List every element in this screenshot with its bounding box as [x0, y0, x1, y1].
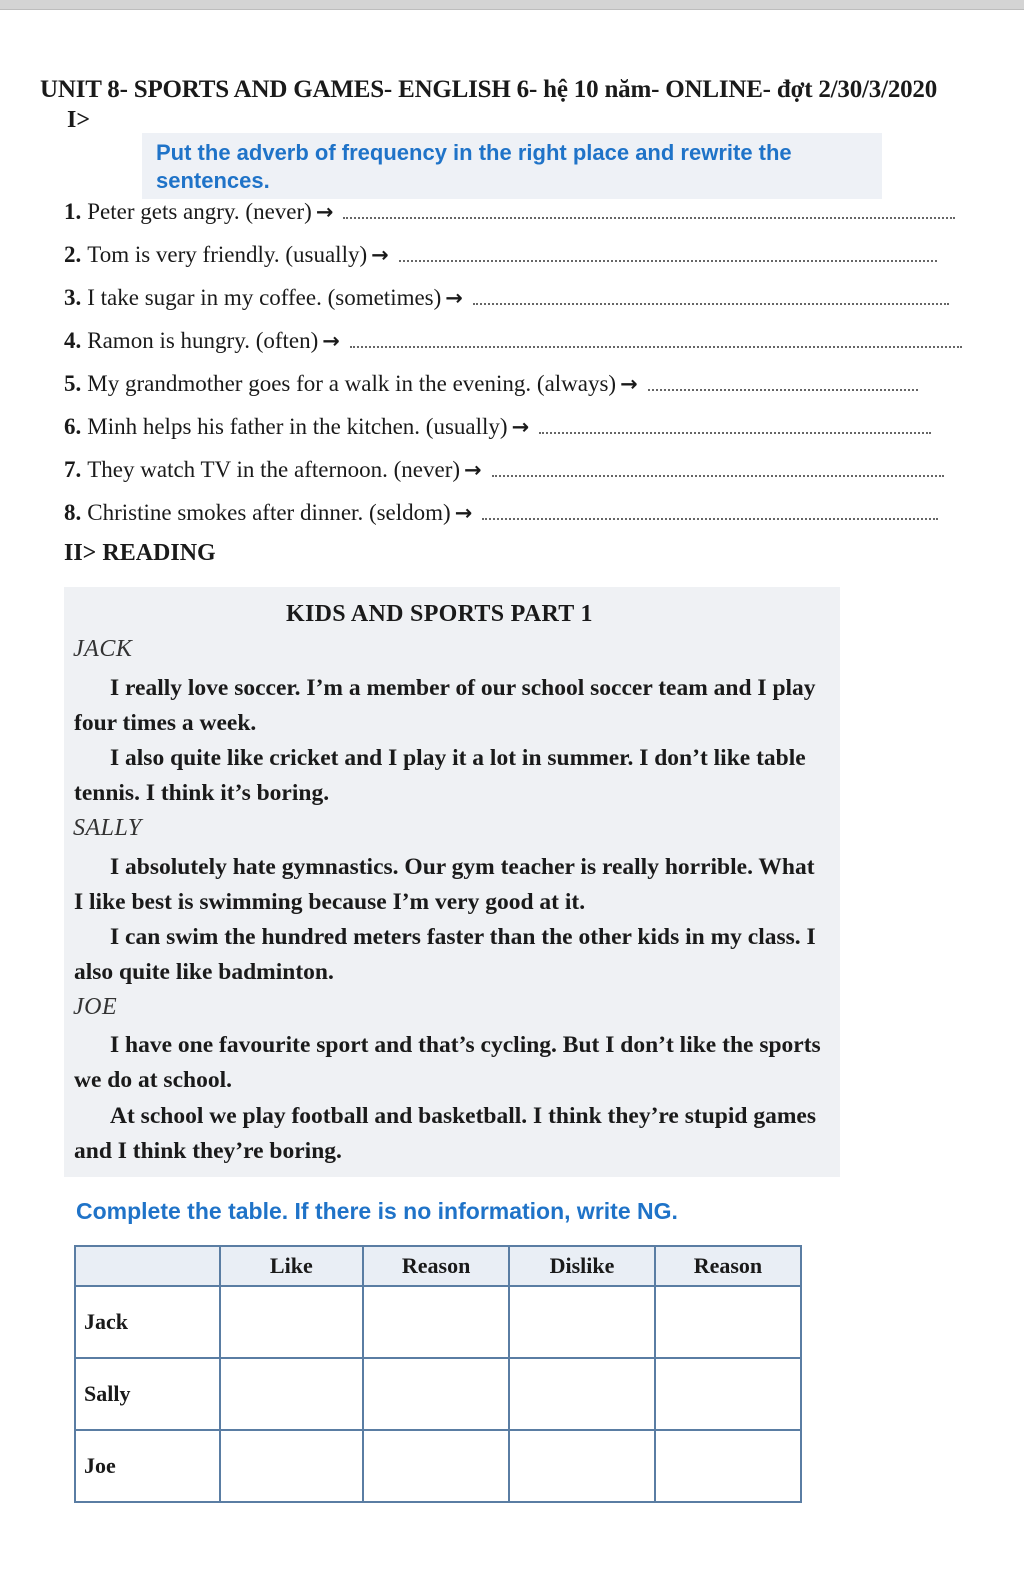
- table-header-cell: Like: [220, 1246, 363, 1286]
- top-edge-bar: [0, 0, 1024, 10]
- section-2-label: II> READING: [64, 540, 216, 566]
- table-header-cell: Reason: [363, 1246, 509, 1286]
- answer-cell[interactable]: [220, 1358, 363, 1430]
- item-text: They watch TV in the afternoon. (never): [87, 457, 461, 482]
- reading-paragraph: I also quite like cricket and I play it a lot in summer. I don’t like table tennis. I think it’s boring.: [74, 745, 806, 806]
- reading-title: KIDS AND SPORTS PART 1: [286, 601, 593, 627]
- item-text: Minh helps his father in the kitchen. (usually): [87, 414, 508, 439]
- answer-cell[interactable]: [655, 1358, 801, 1430]
- item-text: I take sugar in my coffee. (sometimes): [87, 285, 442, 310]
- table-row: [75, 1286, 801, 1358]
- answer-cell[interactable]: [363, 1358, 509, 1430]
- table-header-cell: Reason: [655, 1246, 801, 1286]
- answer-line[interactable]: [648, 383, 918, 391]
- answer-cell[interactable]: [363, 1286, 509, 1358]
- speaker-name-sally: SALLY: [73, 815, 142, 841]
- row-label: Jack: [75, 1286, 220, 1358]
- arrow-icon: →: [371, 243, 389, 267]
- item-text: My grandmother goes for a walk in the evening. (always): [87, 371, 617, 396]
- answer-cell[interactable]: [655, 1430, 801, 1502]
- exercise-instruction: Put the adverb of frequency in the right place and rewrite the sentences.: [142, 133, 882, 199]
- table-row: [75, 1430, 801, 1502]
- answer-cell[interactable]: [655, 1286, 801, 1358]
- answer-table: [74, 1245, 802, 1503]
- answer-line[interactable]: [482, 512, 938, 520]
- reading-paragraph: I absolutely hate gymnastics. Our gym teacher is really horrible. What I like best is swimming because I’m very good at it.: [74, 854, 815, 915]
- answer-cell[interactable]: [509, 1430, 655, 1502]
- answer-line[interactable]: [399, 254, 937, 262]
- table-header-cell: Dislike: [509, 1246, 655, 1286]
- item-text: Peter gets angry. (never): [87, 199, 312, 224]
- reading-paragraph: I have one favourite sport and that’s cycling. But I don’t like the sports we do at school.: [74, 1032, 821, 1093]
- speaker-name-jack: JACK: [73, 636, 133, 662]
- exercise-item: 4. Ramon is hungry. (often) →: [64, 328, 962, 354]
- exercise-item: 8. Christine smokes after dinner. (seldom) →: [64, 500, 938, 526]
- reading-paragraph: I really love soccer. I’m a member of our school soccer team and I play four times a week.: [74, 675, 816, 736]
- arrow-icon: →: [454, 501, 473, 525]
- item-text: Ramon is hungry. (often): [87, 328, 319, 353]
- arrow-icon: →: [464, 458, 482, 482]
- reading-paragraph: I can swim the hundred meters faster than the other kids in my class. I also quite like badminton.: [74, 924, 816, 985]
- table-header-cell: [75, 1246, 220, 1286]
- arrow-icon: →: [445, 286, 463, 310]
- answer-cell[interactable]: [363, 1430, 509, 1502]
- row-label: Sally: [75, 1358, 220, 1430]
- page-title: UNIT 8- SPORTS AND GAMES- ENGLISH 6- hệ 10 năm- ONLINE- đợt 2/30/3/2020: [40, 76, 938, 103]
- answer-line[interactable]: [539, 426, 931, 434]
- answer-line[interactable]: [473, 297, 949, 305]
- section-1-label: I>: [67, 107, 91, 133]
- exercise-item: 6. Minh helps his father in the kitchen. (usually) →: [64, 414, 931, 440]
- arrow-icon: →: [315, 200, 334, 224]
- answer-cell[interactable]: [509, 1358, 655, 1430]
- exercise-item: 5. My grandmother goes for a walk in the evening. (always) →: [64, 371, 918, 397]
- speaker-name-joe: JOE: [73, 994, 118, 1020]
- exercise-item: 2. Tom is very friendly. (usually) →: [64, 242, 937, 268]
- arrow-icon: →: [620, 372, 638, 396]
- exercise-item: 7. They watch TV in the afternoon. (never) →: [64, 457, 944, 483]
- answer-cell[interactable]: [509, 1286, 655, 1358]
- arrow-icon: →: [322, 329, 340, 353]
- reading-paragraph: At school we play football and basketball. I think they’re stupid games and I think they’re boring.: [74, 1103, 816, 1164]
- arrow-icon: →: [511, 415, 530, 439]
- answer-line[interactable]: [350, 340, 962, 348]
- item-text: Christine smokes after dinner. (seldom): [87, 500, 451, 525]
- answer-cell[interactable]: [220, 1286, 363, 1358]
- table-instruction: Complete the table. If there is no information, write NG.: [76, 1198, 678, 1224]
- item-text: Tom is very friendly. (usually): [87, 242, 368, 267]
- exercise-item: 3. I take sugar in my coffee. (sometimes) →: [64, 285, 949, 311]
- table-row: [75, 1358, 801, 1430]
- row-label: Joe: [75, 1430, 220, 1502]
- table-header-row: [75, 1246, 801, 1286]
- answer-cell[interactable]: [220, 1430, 363, 1502]
- exercise-item: 1. Peter gets angry. (never) →: [64, 199, 955, 225]
- answer-line[interactable]: [492, 469, 944, 477]
- answer-line[interactable]: [343, 211, 955, 219]
